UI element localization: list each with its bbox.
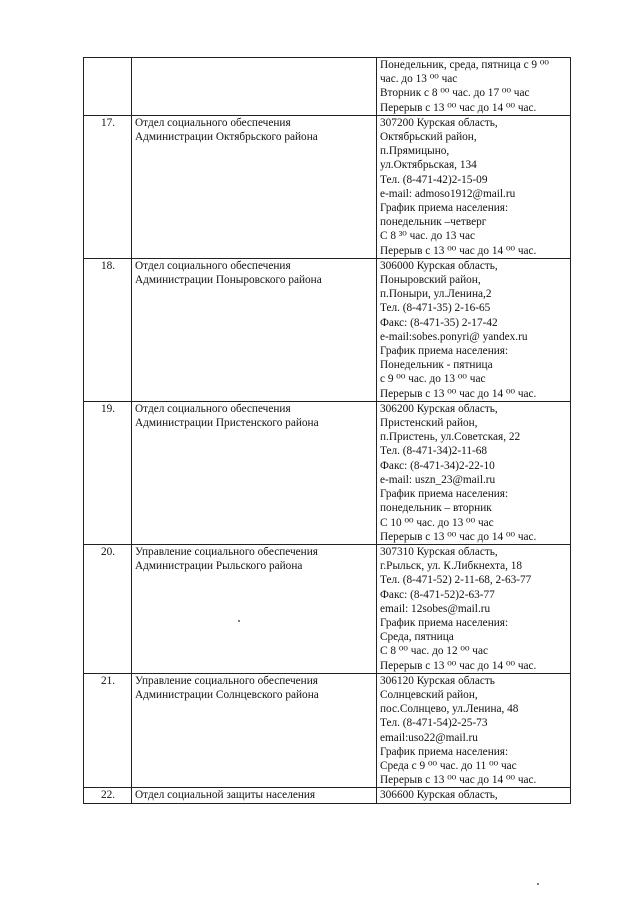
contact-info-line: График приема населения: <box>380 488 509 501</box>
contact-info-line: Перерыв с 13 ⁰⁰ час до 14 ⁰⁰ час. <box>380 101 537 114</box>
row-number: 17. <box>84 115 132 258</box>
row-number: 20. <box>84 544 132 673</box>
contact-info <box>377 258 571 401</box>
organization-name <box>132 58 377 116</box>
table-row <box>84 58 571 116</box>
row-number <box>84 58 132 116</box>
contact-info-line: Вторник с 8 ⁰⁰ час. до 17 ⁰⁰ час <box>380 87 530 100</box>
organization-name <box>132 401 377 544</box>
contact-info-line: Поныровский район, <box>380 274 481 287</box>
contact-info-line: Среда с 9 ⁰⁰ час. до 11 ⁰⁰ час <box>380 759 517 772</box>
organization-name <box>132 788 377 803</box>
contact-info-line: Тел. (8-471-54)2-25-73 <box>380 717 488 730</box>
contact-info-line: График приема населения: <box>380 745 509 758</box>
organization-name-line: Администрации Солнцевского района <box>135 688 319 701</box>
contact-info-line: Тел. (8-471-34)2-11-68 <box>380 445 488 458</box>
contact-info-line: Перерыв с 13 ⁰⁰ час до 14 ⁰⁰ час. <box>380 530 537 543</box>
contact-info-line: 307310 Курская область, <box>380 545 498 558</box>
contact-info-line: с 9 ⁰⁰ час. до 13 ⁰⁰ час <box>380 373 486 386</box>
contact-info <box>377 788 571 803</box>
row-number: 18. <box>84 258 132 401</box>
contact-info-line: Тел. (8-471-35) 2-16-65 <box>380 302 491 315</box>
contact-info-line: Перерыв с 13 ⁰⁰ час до 14 ⁰⁰ час. <box>380 387 537 400</box>
social-services-table <box>83 57 571 804</box>
contact-info-line: С 8 ⁰⁰ час. до 12 ⁰⁰ час <box>380 645 489 658</box>
contact-info-line: Понедельник, среда, пятница с 9 ⁰⁰ <box>380 59 549 71</box>
organization-name <box>132 673 377 788</box>
table-row <box>84 115 571 258</box>
contact-info-line: С 10 ⁰⁰ час. до 13 ⁰⁰ час <box>380 516 494 529</box>
table-row <box>84 401 571 544</box>
organization-name <box>132 115 377 258</box>
contact-info-line: e-mail: admoso1912@mail.ru <box>380 187 516 200</box>
contact-info-line: Факс: (8-471-34)2-22-10 <box>380 459 495 472</box>
organization-name-line: Администрации Пристенского района <box>135 417 319 430</box>
contact-info-line: ул.Октябрьская, 134 <box>380 159 477 172</box>
table-body <box>84 58 571 804</box>
contact-info-line: 306120 Курская область <box>380 674 495 687</box>
contact-info-line: email: 12sobes@mail.ru <box>380 602 491 615</box>
table-row <box>84 258 571 401</box>
contact-info-line: Октябрьский район, <box>380 131 477 144</box>
contact-info-line: Солнцевский район, <box>380 688 478 701</box>
contact-info-line: понедельник – вторник <box>380 502 492 515</box>
table-row <box>84 544 571 673</box>
organization-name-line: Администрации Поныровского района <box>135 274 322 287</box>
contact-info-line: пос.Солнцево, ул.Ленина, 48 <box>380 703 519 716</box>
contact-info-line: Факс: (8-471-52)2-63-77 <box>380 588 495 601</box>
organization-name-line: Отдел социального обеспечения <box>135 116 291 129</box>
row-number: 22. <box>84 788 132 803</box>
contact-info-line: e-mail: uszn_23@mail.ru <box>380 473 496 486</box>
contact-info-line: Факс: (8-471-35) 2-17-42 <box>380 316 498 329</box>
organization-name-line: Управление социального обеспечения <box>135 545 318 558</box>
scan-speck <box>238 620 240 622</box>
contact-info-line: Перерыв с 13 ⁰⁰ час до 14 ⁰⁰ час. <box>380 774 537 787</box>
contact-info-line: п.Поныри, ул.Ленина,2 <box>380 288 492 301</box>
organization-name-line: Администрации Октябрьского района <box>135 131 318 144</box>
organization-name-line: Отдел социальной защиты населения <box>135 789 316 802</box>
contact-info-line: п.Прямицыно, <box>380 145 450 158</box>
contact-info-line: Перерыв с 13 ⁰⁰ час до 14 ⁰⁰ час. <box>380 244 537 257</box>
contact-info-line: График приема населения: <box>380 616 509 629</box>
contact-info-line: 306200 Курская область, <box>380 402 498 415</box>
contact-info-line: Тел. (8-471-52) 2-11-68, 2-63-77 <box>380 574 532 587</box>
contact-info-line: п.Пристень, ул.Советская, 22 <box>380 431 521 444</box>
contact-info-line: С 8 ³⁰ час. до 13 час <box>380 230 475 243</box>
contact-info-line: График приема населения: <box>380 345 509 358</box>
organization-name-line: Отдел социального обеспечения <box>135 259 291 272</box>
contact-info-line: 306000 Курская область, <box>380 259 498 272</box>
contact-info-line: e-mail:sobes.ponyri@ yandex.ru <box>380 330 528 343</box>
contact-info-line: 306600 Курская область, <box>380 789 498 802</box>
contact-info-line: Тел. (8-471-42)2-15-09 <box>380 173 488 186</box>
contact-info-line: Среда, пятница <box>380 631 454 644</box>
contact-info <box>377 401 571 544</box>
contact-info-line: Понедельник - пятница <box>380 359 493 372</box>
contact-info-line: час. до 13 ⁰⁰ час <box>380 73 458 86</box>
contact-info-line: Перерыв с 13 ⁰⁰ час до 14 ⁰⁰ час. <box>380 659 537 672</box>
organization-name-line: Отдел социального обеспечения <box>135 402 291 415</box>
table-row <box>84 673 571 788</box>
table-row <box>84 788 571 803</box>
contact-info-line: 307200 Курская область, <box>380 116 498 129</box>
contact-info-line: г.Рыльск, ул. К.Либкнехта, 18 <box>380 560 523 573</box>
contact-info-line: email:uso22@mail.ru <box>380 731 478 744</box>
organization-name-line: Управление социального обеспечения <box>135 674 318 687</box>
contact-info <box>377 58 571 116</box>
row-number: 19. <box>84 401 132 544</box>
contact-info <box>377 673 571 788</box>
organization-name-line: Администрации Рыльского района <box>135 560 303 573</box>
contact-info <box>377 115 571 258</box>
contact-info <box>377 544 571 673</box>
contact-info-line: График приема населения: <box>380 202 509 215</box>
contact-info-line: понедельник –четверг <box>380 216 487 229</box>
row-number: 21. <box>84 673 132 788</box>
organization-name <box>132 544 377 673</box>
scan-speck <box>537 883 539 885</box>
organization-name <box>132 258 377 401</box>
contact-info-line: Пристенский район, <box>380 417 478 430</box>
